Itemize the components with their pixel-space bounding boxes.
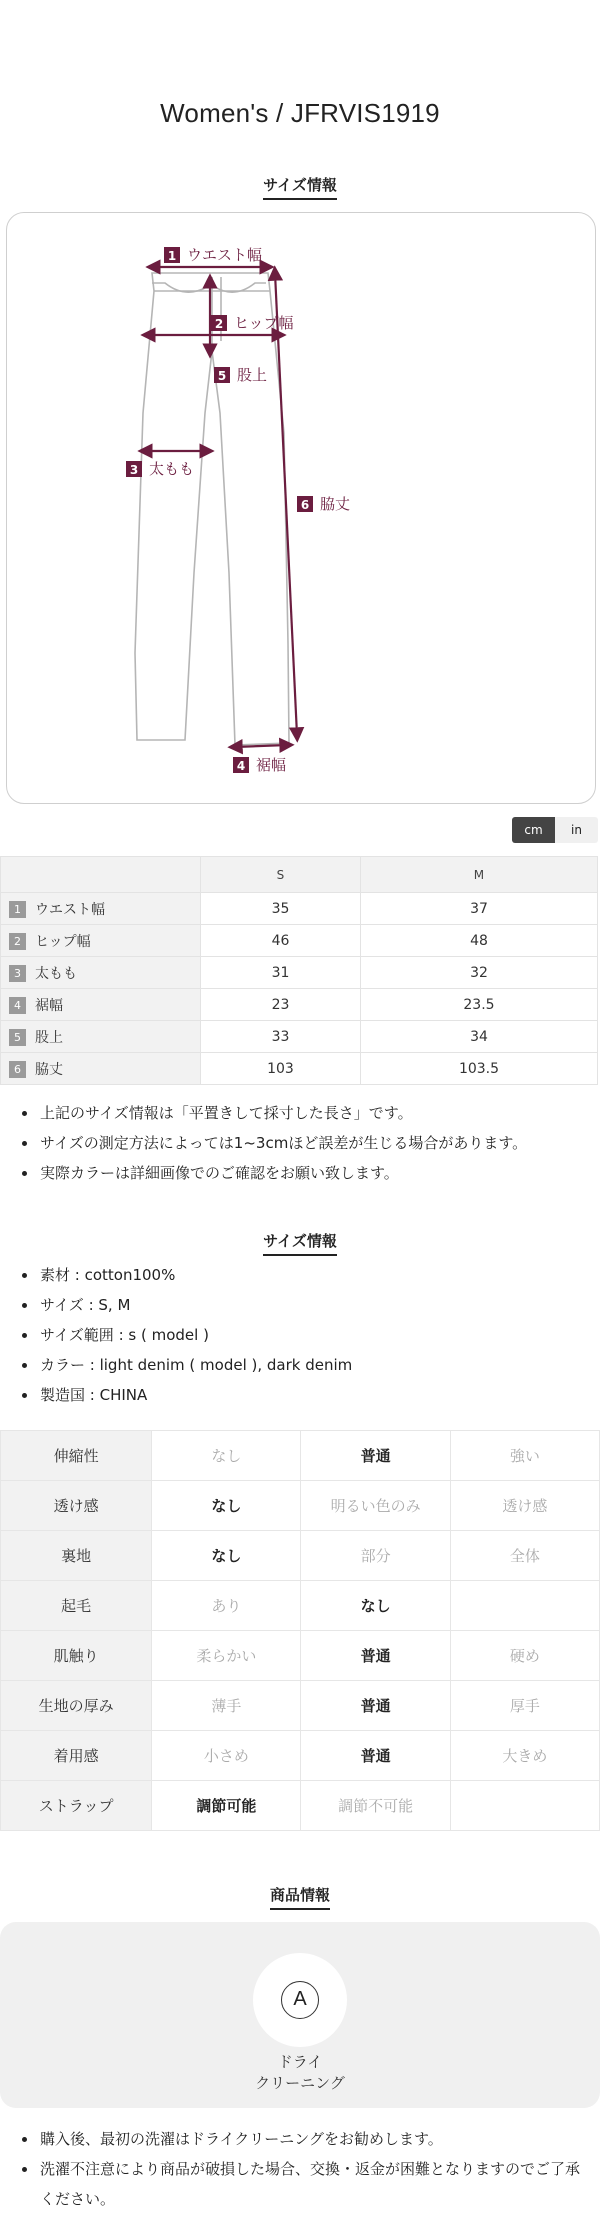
- spec-item: 素材 : cotton100%: [22, 1260, 592, 1290]
- size-row-label: [1, 925, 201, 957]
- attribute-option-selected: 普通: [301, 1631, 450, 1681]
- fabric-attribute-table: [0, 1430, 600, 1831]
- spec-item: サイズ範囲 : s ( model ): [22, 1320, 592, 1350]
- attribute-name: 起毛: [1, 1581, 152, 1631]
- attribute-row: [1, 1481, 600, 1531]
- attribute-option: 明るい色のみ: [301, 1481, 450, 1531]
- attribute-option-selected: なし: [301, 1581, 450, 1631]
- pants-outline: [135, 273, 289, 745]
- size-info-heading-2: [0, 1230, 600, 1256]
- size-col-header: M: [360, 857, 597, 893]
- diagram-labels: [126, 246, 350, 774]
- care-label-line2: クリーニング: [255, 2074, 345, 2092]
- care-note-item: 購入後、最初の洗濯はドライクリーニングをお勧めします。: [22, 2124, 592, 2154]
- size-info-heading-text: サイズ情報: [263, 174, 337, 200]
- care-icon-circle: [253, 1953, 347, 2047]
- pants-size-diagram: [6, 212, 596, 804]
- attribute-row: [1, 1631, 600, 1681]
- svg-text:1: 1: [167, 249, 177, 263]
- row-label-text: ヒップ幅: [35, 933, 91, 950]
- size-value-cell: 103.5: [360, 1053, 597, 1085]
- size-value-cell: 34: [360, 1021, 597, 1053]
- row-number-badge: 1: [9, 901, 26, 918]
- svg-text:2: 2: [214, 317, 224, 331]
- label-hem: [233, 756, 286, 774]
- attribute-option: 柔らかい: [152, 1631, 301, 1681]
- size-table-row: [1, 989, 598, 1021]
- attribute-option-selected: なし: [152, 1531, 301, 1581]
- attribute-row: [1, 1431, 600, 1481]
- size-row-label: [1, 1053, 201, 1085]
- label-waist: [164, 246, 262, 264]
- attribute-option: [450, 1781, 599, 1831]
- care-panel: [0, 1922, 600, 2108]
- size-table-row: [1, 957, 598, 989]
- size-table-header-row: [1, 857, 598, 893]
- outseam-line: [275, 273, 297, 735]
- attribute-row: [1, 1531, 600, 1581]
- size-value-cell: 103: [201, 1053, 361, 1085]
- unit-toggle: [512, 817, 598, 843]
- attribute-name: 生地の厚み: [1, 1681, 152, 1731]
- svg-text:ヒップ幅: ヒップ幅: [234, 314, 294, 332]
- spec-item: カラー : light denim ( model ), dark denim: [22, 1350, 592, 1380]
- size-value-cell: 46: [201, 925, 361, 957]
- label-outseam: [297, 495, 350, 513]
- svg-text:4: 4: [236, 759, 246, 773]
- svg-text:ウエスト幅: ウエスト幅: [187, 246, 263, 264]
- attribute-option: なし: [152, 1431, 301, 1481]
- size-row-label: [1, 1021, 201, 1053]
- attribute-name: 着用感: [1, 1731, 152, 1781]
- size-notes-list: [22, 1098, 592, 1188]
- row-number-badge: 5: [9, 1029, 26, 1046]
- row-label-text: 脇丈: [35, 1061, 63, 1078]
- spec-list: [22, 1260, 592, 1410]
- care-notes-list: [22, 2124, 592, 2214]
- size-table-row: [1, 1021, 598, 1053]
- size-note-item: サイズの測定方法によっては1~3cmほど誤差が生じる場合があります。: [22, 1128, 592, 1158]
- care-note-item: 洗濯不注意により商品が破損した場合、交換・返金が困難となりますのでご了承ください。: [22, 2154, 592, 2214]
- size-info-heading: [0, 174, 600, 200]
- size-row-label: [1, 957, 201, 989]
- svg-text:6: 6: [300, 498, 310, 512]
- row-label-text: ウエスト幅: [35, 901, 105, 918]
- size-note-item: 上記のサイズ情報は「平置きして採寸した長さ」です。: [22, 1098, 592, 1128]
- spec-item: 製造国 : CHINA: [22, 1380, 592, 1410]
- attribute-option: 厚手: [450, 1681, 599, 1731]
- row-label-text: 股上: [35, 1029, 63, 1046]
- size-value-cell: 23.5: [360, 989, 597, 1021]
- svg-text:3: 3: [129, 463, 139, 477]
- svg-text:裾幅: 裾幅: [256, 756, 287, 774]
- spec-item: サイズ : S, M: [22, 1290, 592, 1320]
- row-number-badge: 2: [9, 933, 26, 950]
- attribute-name: 伸縮性: [1, 1431, 152, 1481]
- label-rise: [214, 366, 267, 384]
- label-thigh: [126, 460, 194, 478]
- size-table: [0, 856, 598, 1085]
- size-value-cell: 31: [201, 957, 361, 989]
- attribute-option-selected: なし: [152, 1481, 301, 1531]
- attribute-option-selected: 調節可能: [152, 1781, 301, 1831]
- svg-text:5: 5: [217, 369, 227, 383]
- label-hip: [211, 314, 294, 332]
- care-label-line1: ドライ: [277, 2053, 323, 2071]
- svg-text:股上: 股上: [237, 366, 268, 384]
- product-info-heading: [0, 1884, 600, 1910]
- attribute-option: 強い: [450, 1431, 599, 1481]
- page-title: Women's / JFRVIS1919: [160, 98, 440, 128]
- unit-cm-button[interactable]: cm: [512, 817, 555, 843]
- attribute-row: [1, 1731, 600, 1781]
- row-number-badge: 4: [9, 997, 26, 1014]
- attribute-name: 裏地: [1, 1531, 152, 1581]
- size-note-item: 実際カラーは詳細画像でのご確認をお願い致します。: [22, 1158, 592, 1188]
- size-value-cell: 35: [201, 893, 361, 925]
- row-number-badge: 6: [9, 1061, 26, 1078]
- size-col-header: S: [201, 857, 361, 893]
- attribute-option-selected: 普通: [301, 1731, 450, 1781]
- pants-diagram-svg: [7, 213, 597, 805]
- attribute-option: [450, 1581, 599, 1631]
- attribute-option: 全体: [450, 1531, 599, 1581]
- size-info-heading-2-text: サイズ情報: [263, 1230, 337, 1256]
- size-table-row: [1, 893, 598, 925]
- svg-text:脇丈: 脇丈: [320, 495, 351, 513]
- attribute-option: 硬め: [450, 1631, 599, 1681]
- size-value-cell: 23: [201, 989, 361, 1021]
- size-row-label: [1, 893, 201, 925]
- attribute-option: 薄手: [152, 1681, 301, 1731]
- attribute-option-selected: 普通: [301, 1431, 450, 1481]
- attribute-option-selected: 普通: [301, 1681, 450, 1731]
- attribute-name: 肌触り: [1, 1631, 152, 1681]
- attribute-option: 部分: [301, 1531, 450, 1581]
- attribute-option: 小さめ: [152, 1731, 301, 1781]
- dry-clean-icon: A: [281, 1981, 319, 2019]
- size-value-cell: 32: [360, 957, 597, 989]
- attribute-row: [1, 1781, 600, 1831]
- unit-in-button[interactable]: in: [571, 823, 582, 837]
- size-table-corner: [1, 857, 201, 893]
- size-value-cell: 37: [360, 893, 597, 925]
- row-label-text: 裾幅: [35, 997, 63, 1014]
- care-label: [0, 2052, 600, 2094]
- size-value-cell: 48: [360, 925, 597, 957]
- attribute-option: あり: [152, 1581, 301, 1631]
- svg-text:太もも: 太もも: [149, 460, 195, 478]
- size-table-row: [1, 925, 598, 957]
- attribute-row: [1, 1681, 600, 1731]
- size-table-row: [1, 1053, 598, 1085]
- attribute-option: 調節不可能: [301, 1781, 450, 1831]
- attribute-option: 透け感: [450, 1481, 599, 1531]
- size-value-cell: 33: [201, 1021, 361, 1053]
- attribute-row: [1, 1581, 600, 1631]
- product-info-heading-text: 商品情報: [270, 1884, 330, 1910]
- attribute-name: ストラップ: [1, 1781, 152, 1831]
- row-label-text: 太もも: [35, 965, 77, 982]
- size-row-label: [1, 989, 201, 1021]
- row-number-badge: 3: [9, 965, 26, 982]
- attribute-option: 大きめ: [450, 1731, 599, 1781]
- attribute-name: 透け感: [1, 1481, 152, 1531]
